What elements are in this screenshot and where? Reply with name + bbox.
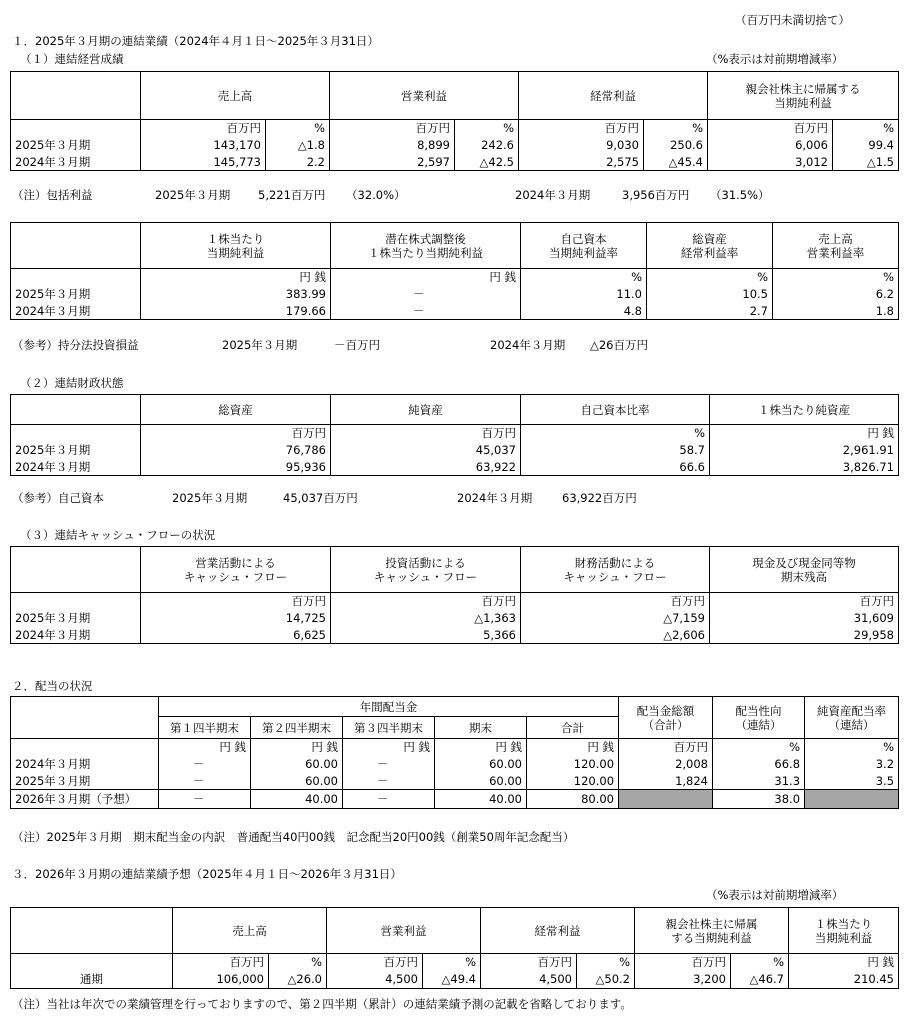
- header-op-income: 営業利益: [327, 908, 481, 954]
- unit-cell: 百万円: [481, 954, 577, 971]
- row-label: 2025年３月期: [11, 773, 159, 790]
- unit-note: （百万円未満切捨て）: [735, 13, 850, 27]
- value-cell: 383.99: [141, 286, 331, 303]
- row-label: 2024年３月期: [11, 459, 141, 476]
- note-value: 3,956百万円: [622, 188, 690, 202]
- value-cell: △42.5: [455, 154, 519, 171]
- value-cell: 11.0: [521, 286, 647, 303]
- value-cell: 2,961.91: [710, 442, 899, 459]
- header-doe: 純資産配当率 （連結）: [805, 697, 899, 739]
- value-cell: －: [331, 303, 521, 320]
- header-net-income: 親会社株主に帰属 する当期純利益: [635, 908, 789, 954]
- value-cell: 145,773: [141, 154, 266, 171]
- dividend-table: [10, 696, 899, 809]
- value-cell: 106,000: [173, 971, 269, 989]
- label-cell: [11, 120, 141, 137]
- row-label: 2024年３月期: [11, 756, 159, 773]
- table-row: [11, 773, 899, 790]
- value-cell: －: [343, 773, 435, 790]
- note-period: 2025年３月期: [222, 338, 298, 352]
- note-pct: （32.0%）: [346, 188, 406, 202]
- header-sales: 売上高: [173, 908, 327, 954]
- value-cell: －: [331, 286, 521, 303]
- unit-cell: %: [521, 269, 647, 286]
- cashflow-table: [10, 546, 899, 644]
- value-cell: △1.5: [833, 154, 899, 171]
- label-cell: [11, 739, 159, 756]
- unit-cell: %: [647, 269, 773, 286]
- row-label: 2025年３月期: [11, 286, 141, 303]
- unit-cell: %: [455, 120, 519, 137]
- row-label: 2026年３月期（予想）: [11, 790, 159, 809]
- unit-cell: 百万円: [521, 593, 710, 610]
- unit-cell: 円 銭: [343, 739, 435, 756]
- value-cell: －: [343, 756, 435, 773]
- note-pct: （31.5%）: [710, 188, 770, 202]
- unit-cell: 百万円: [635, 954, 731, 971]
- corner-cell: [11, 72, 141, 120]
- header-op-margin: 売上高 営業利益率: [773, 223, 899, 269]
- unit-cell: 円 銭: [435, 739, 527, 756]
- note-period: 2024年３月期: [457, 491, 533, 505]
- value-cell: 179.66: [141, 303, 331, 320]
- shaded-cell: [805, 790, 899, 809]
- unit-cell: 百万円: [330, 120, 455, 137]
- header-operating-cf: 営業活動による キャッシュ・フロー: [141, 547, 331, 593]
- value-cell: 1,824: [619, 773, 713, 790]
- per-share-table: [10, 222, 899, 320]
- corner-cell: [11, 395, 141, 425]
- value-cell: 143,170: [141, 137, 266, 154]
- note-value: △26百万円: [590, 338, 648, 352]
- value-cell: －: [159, 773, 251, 790]
- unit-cell: 円 銭: [331, 269, 521, 286]
- unit-cell: 円 銭: [159, 739, 251, 756]
- value-cell: 6,625: [141, 627, 331, 644]
- forecast-note: （注）当社は年次での業績管理を行っておりますので、第２四半期（累計）の連結業績予測の記載を省略しております。: [12, 997, 632, 1011]
- unit-cell: %: [577, 954, 635, 971]
- corner-cell: [11, 697, 159, 739]
- table-row: [11, 286, 899, 303]
- header-q1: 第１四半期末: [159, 717, 251, 739]
- value-cell: 60.00: [435, 773, 527, 790]
- note-label: （参考）持分法投資損益: [12, 338, 139, 352]
- value-cell: 38.0: [713, 790, 805, 809]
- section2-sub: （２）連結財政状態: [20, 376, 124, 390]
- value-cell: △49.4: [423, 971, 481, 989]
- value-cell: 80.00: [527, 790, 619, 809]
- header-annual-dividend: 年間配当金: [159, 697, 619, 717]
- note-value: 45,037百万円: [283, 491, 358, 505]
- shaded-cell: [619, 790, 713, 809]
- note-value: －百万円: [334, 338, 380, 352]
- unit-cell: 百万円: [173, 954, 269, 971]
- unit-cell: %: [269, 954, 327, 971]
- value-cell: 31,609: [710, 610, 899, 627]
- value-cell: 2,575: [519, 154, 644, 171]
- value-cell: △1.8: [266, 137, 330, 154]
- value-cell: △7,159: [521, 610, 710, 627]
- value-cell: 31.3: [713, 773, 805, 790]
- note-value: 63,922百万円: [562, 491, 637, 505]
- value-cell: 6,006: [708, 137, 833, 154]
- value-cell: 66.6: [521, 459, 710, 476]
- table-row: [11, 459, 899, 476]
- row-label: 2024年３月期: [11, 627, 141, 644]
- header-roa: 総資産 経常利益率: [647, 223, 773, 269]
- operating-results-table: [10, 71, 899, 171]
- label-cell: [11, 425, 141, 442]
- unit-cell: 百万円: [710, 593, 899, 610]
- unit-cell: 百万円: [519, 120, 644, 137]
- financial-position-table: [10, 394, 899, 476]
- unit-cell: %: [773, 269, 899, 286]
- header-cash-balance: 現金及び現金同等物 期末残高: [710, 547, 899, 593]
- table-row: [11, 137, 899, 154]
- value-cell: 3,012: [708, 154, 833, 171]
- corner-cell: [11, 223, 141, 269]
- value-cell: 250.6: [644, 137, 708, 154]
- unit-cell: %: [731, 954, 789, 971]
- header-financing-cf: 財務活動による キャッシュ・フロー: [521, 547, 710, 593]
- corner-cell: [11, 547, 141, 593]
- value-cell: 29,958: [710, 627, 899, 644]
- header-total-dividend: 配当金総額 （合計）: [619, 697, 713, 739]
- value-cell: 63,922: [331, 459, 521, 476]
- label-cell: [11, 954, 173, 971]
- header-op-income: 営業利益: [330, 72, 519, 120]
- row-label: 2025年３月期: [11, 137, 141, 154]
- header-q2: 第２四半期末: [251, 717, 343, 739]
- header-ordinary-income: 経常利益: [519, 72, 708, 120]
- value-cell: 95,936: [141, 459, 331, 476]
- header-payout-ratio: 配当性向 （連結）: [713, 697, 805, 739]
- unit-cell: %: [805, 739, 899, 756]
- unit-cell: %: [521, 425, 710, 442]
- row-label: 2025年３月期: [11, 442, 141, 459]
- header-sales: 売上高: [141, 72, 330, 120]
- value-cell: 14,725: [141, 610, 331, 627]
- table-row: [11, 627, 899, 644]
- row-label: 2025年３月期: [11, 610, 141, 627]
- note-period: 2024年３月期: [490, 338, 566, 352]
- value-cell: 4,500: [327, 971, 423, 989]
- unit-cell: 百万円: [331, 593, 521, 610]
- value-cell: 40.00: [435, 790, 527, 809]
- table-row: [11, 442, 899, 459]
- note-period: 2024年３月期: [515, 188, 591, 202]
- table-row: [11, 610, 899, 627]
- unit-cell: 百万円: [619, 739, 713, 756]
- value-cell: 99.4: [833, 137, 899, 154]
- value-cell: 76,786: [141, 442, 331, 459]
- value-cell: 2,597: [330, 154, 455, 171]
- unit-cell: 百万円: [708, 120, 833, 137]
- unit-cell: %: [713, 739, 805, 756]
- value-cell: －: [159, 756, 251, 773]
- row-label: 2024年３月期: [11, 303, 141, 320]
- table-row: [11, 756, 899, 773]
- value-cell: 2.7: [647, 303, 773, 320]
- value-cell: 9,030: [519, 137, 644, 154]
- header-total: 合計: [527, 717, 619, 739]
- table-row: [11, 154, 899, 171]
- value-cell: －: [159, 790, 251, 809]
- header-eps: １株当たり 当期純利益: [789, 908, 899, 954]
- value-cell: 4,500: [481, 971, 577, 989]
- value-cell: 3.5: [805, 773, 899, 790]
- unit-cell: 円 銭: [251, 739, 343, 756]
- value-cell: 45,037: [331, 442, 521, 459]
- note-label: （参考）自己資本: [12, 491, 104, 505]
- value-cell: 66.8: [713, 756, 805, 773]
- note-period: 2025年３月期: [172, 491, 248, 505]
- value-cell: 120.00: [527, 773, 619, 790]
- header-equity-ratio: 自己資本比率: [521, 395, 710, 425]
- value-cell: 3.2: [805, 756, 899, 773]
- row-label: 2024年３月期: [11, 154, 141, 171]
- value-cell: 5,366: [331, 627, 521, 644]
- value-cell: 210.45: [789, 971, 899, 989]
- value-cell: 1.8: [773, 303, 899, 320]
- unit-cell: 百万円: [331, 425, 521, 442]
- pct-note: （%表示は対前期増減率）: [706, 888, 844, 902]
- unit-cell: 円 銭: [710, 425, 899, 442]
- value-cell: △2,606: [521, 627, 710, 644]
- value-cell: 40.00: [251, 790, 343, 809]
- note-period: 2025年３月期: [155, 188, 231, 202]
- value-cell: △46.7: [731, 971, 789, 989]
- header-investing-cf: 投資活動による キャッシュ・フロー: [331, 547, 521, 593]
- header-q3: 第３四半期末: [343, 717, 435, 739]
- value-cell: 60.00: [435, 756, 527, 773]
- header-year-end: 期末: [435, 717, 527, 739]
- value-cell: 58.7: [521, 442, 710, 459]
- header-roe: 自己資本 当期純利益率: [521, 223, 647, 269]
- value-cell: 120.00: [527, 756, 619, 773]
- value-cell: 3,200: [635, 971, 731, 989]
- label-cell: [11, 593, 141, 610]
- forecast-row: [11, 790, 899, 809]
- label-cell: [11, 269, 141, 286]
- table-row: [11, 303, 899, 320]
- header-ordinary-income: 経常利益: [481, 908, 635, 954]
- header-bps: １株当たり純資産: [710, 395, 899, 425]
- section4-title: ２．配当の状況: [12, 679, 93, 693]
- section1-title: １．2025年３月期の連結業績（2024年４月１日～2025年３月31日）: [12, 34, 379, 48]
- section3-sub: （３）連結キャッシュ・フローの状況: [20, 528, 216, 542]
- unit-cell: 百万円: [141, 120, 266, 137]
- header-net-assets: 純資産: [331, 395, 521, 425]
- note-value: 5,221百万円: [258, 188, 326, 202]
- unit-cell: %: [266, 120, 330, 137]
- value-cell: 2,008: [619, 756, 713, 773]
- value-cell: 2.2: [266, 154, 330, 171]
- value-cell: 60.00: [251, 756, 343, 773]
- unit-cell: 百万円: [327, 954, 423, 971]
- unit-cell: %: [423, 954, 481, 971]
- unit-cell: %: [833, 120, 899, 137]
- dividend-note: （注）2025年３月期 期末配当金の内訳 普通配当40円00銭 記念配当20円00銭（創業50周年記念配当）: [12, 830, 575, 844]
- unit-cell: 百万円: [141, 425, 331, 442]
- unit-cell: 円 銭: [527, 739, 619, 756]
- value-cell: －: [343, 790, 435, 809]
- value-cell: 242.6: [455, 137, 519, 154]
- value-cell: △26.0: [269, 971, 327, 989]
- value-cell: △45.4: [644, 154, 708, 171]
- header-net-income: 親会社株主に帰属する 当期純利益: [708, 72, 899, 120]
- section5-title: ３．2026年３月期の連結業績予想（2025年４月１日～2026年３月31日）: [12, 867, 402, 881]
- unit-cell: 円 銭: [789, 954, 899, 971]
- pct-note: （%表示は対前期増減率）: [706, 52, 844, 66]
- value-cell: △50.2: [577, 971, 635, 989]
- value-cell: 4.8: [521, 303, 647, 320]
- value-cell: 3,826.71: [710, 459, 899, 476]
- forecast-table: [10, 907, 899, 989]
- header-diluted-eps: 潜在株式調整後 １株当たり当期純利益: [331, 223, 521, 269]
- value-cell: △1,363: [331, 610, 521, 627]
- corner-cell: [11, 908, 173, 954]
- header-eps: １株当たり 当期純利益: [141, 223, 331, 269]
- value-cell: 8,899: [330, 137, 455, 154]
- table-row: [11, 971, 899, 989]
- note-label: （注）包括利益: [12, 188, 93, 202]
- unit-cell: %: [644, 120, 708, 137]
- section1-sub1: （１）連結経営成績: [20, 52, 124, 66]
- value-cell: 6.2: [773, 286, 899, 303]
- unit-cell: 百万円: [141, 593, 331, 610]
- header-total-assets: 総資産: [141, 395, 331, 425]
- row-label: 通期: [11, 971, 173, 989]
- value-cell: 10.5: [647, 286, 773, 303]
- value-cell: 60.00: [251, 773, 343, 790]
- unit-cell: 円 銭: [141, 269, 331, 286]
